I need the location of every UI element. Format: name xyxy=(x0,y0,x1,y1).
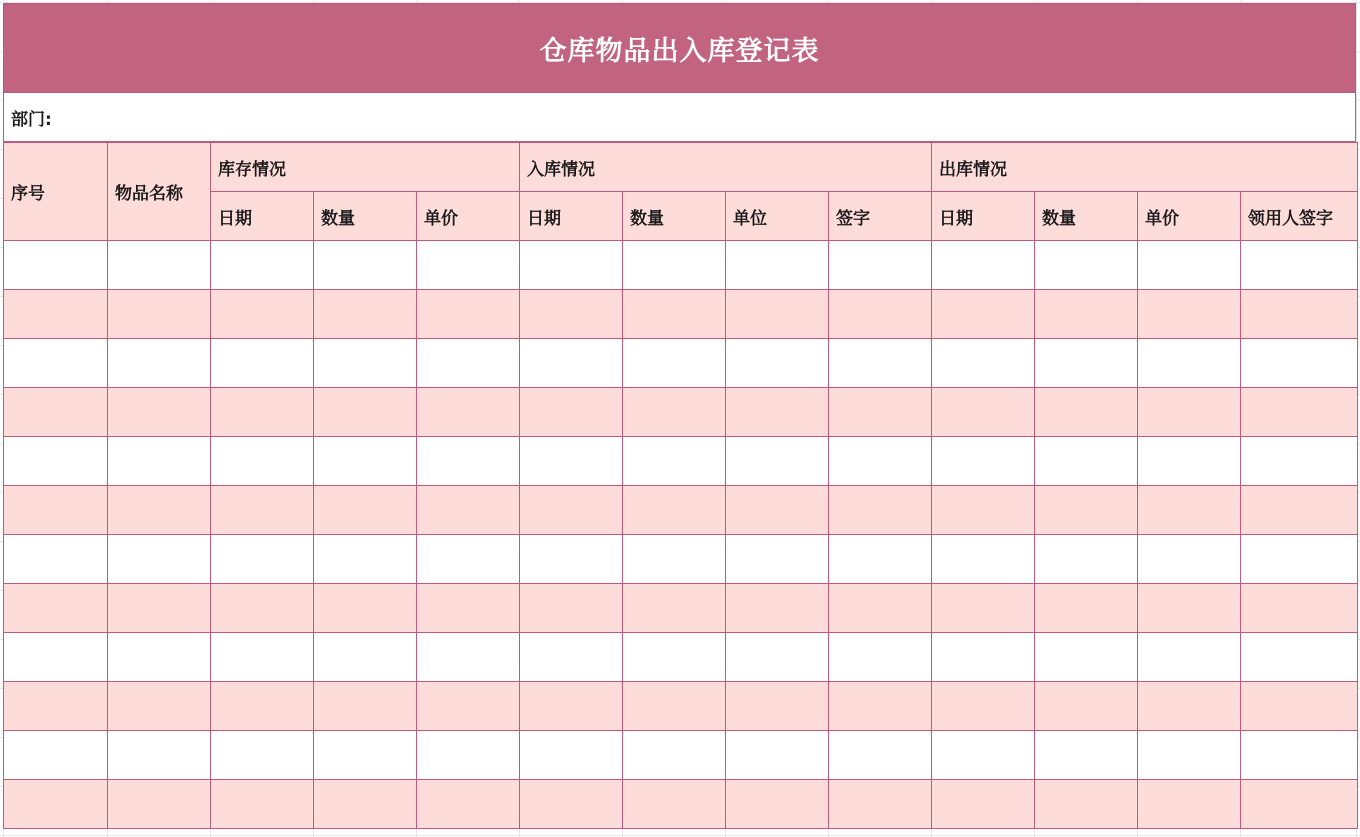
table-cell[interactable] xyxy=(417,731,520,780)
table-cell[interactable] xyxy=(623,388,726,437)
table-cell[interactable] xyxy=(1241,388,1358,437)
department-label: 部门: xyxy=(11,109,52,130)
table-cell[interactable] xyxy=(211,241,314,290)
table-cell[interactable] xyxy=(1035,290,1138,339)
table-cell[interactable] xyxy=(1035,633,1138,682)
table-cell[interactable] xyxy=(4,241,108,290)
table-cell[interactable] xyxy=(520,339,623,388)
gridline-horizontal xyxy=(0,835,1360,836)
table-cell[interactable] xyxy=(1035,339,1138,388)
table-cell[interactable] xyxy=(108,486,211,535)
table-cell[interactable] xyxy=(829,682,932,731)
table-cell[interactable] xyxy=(108,633,211,682)
table-cell[interactable] xyxy=(211,486,314,535)
table-cell[interactable] xyxy=(932,780,1035,829)
table-cell[interactable] xyxy=(211,731,314,780)
table-row xyxy=(4,290,1358,339)
table-row xyxy=(4,731,1358,780)
table-cell[interactable] xyxy=(726,731,829,780)
table-cell[interactable] xyxy=(211,780,314,829)
table-cell[interactable] xyxy=(1241,731,1358,780)
table-cell[interactable] xyxy=(4,633,108,682)
table-cell[interactable] xyxy=(417,388,520,437)
header-inbound-quantity[interactable]: 数量 xyxy=(623,192,726,241)
table-cell[interactable] xyxy=(520,290,623,339)
table-cell[interactable] xyxy=(726,339,829,388)
table-cell[interactable] xyxy=(417,290,520,339)
table-cell[interactable] xyxy=(520,633,623,682)
table-row xyxy=(4,486,1358,535)
table-cell[interactable] xyxy=(314,437,417,486)
table-cell[interactable] xyxy=(932,584,1035,633)
header-stock-group[interactable]: 库存情况 xyxy=(211,143,520,192)
table-cell[interactable] xyxy=(1138,241,1241,290)
table-cell[interactable] xyxy=(520,535,623,584)
department-row[interactable] xyxy=(3,93,1356,142)
table-cell[interactable] xyxy=(829,731,932,780)
table-cell[interactable] xyxy=(314,241,417,290)
table-cell[interactable] xyxy=(932,633,1035,682)
table-cell[interactable] xyxy=(1241,535,1358,584)
table-cell[interactable] xyxy=(4,731,108,780)
table-cell[interactable] xyxy=(829,780,932,829)
table-cell[interactable] xyxy=(623,241,726,290)
table-cell[interactable] xyxy=(1138,290,1241,339)
table-cell[interactable] xyxy=(829,633,932,682)
table-cell[interactable] xyxy=(1138,682,1241,731)
table-cell[interactable] xyxy=(1241,339,1358,388)
table-cell[interactable] xyxy=(1241,290,1358,339)
table-cell[interactable] xyxy=(1035,780,1138,829)
table-cell[interactable] xyxy=(314,290,417,339)
header-outbound-recipient-signature[interactable]: 领用人签字 xyxy=(1241,192,1358,241)
table-cell[interactable] xyxy=(314,486,417,535)
table-cell[interactable] xyxy=(1035,682,1138,731)
table-cell[interactable] xyxy=(314,633,417,682)
table-cell[interactable] xyxy=(1241,241,1358,290)
table-cell[interactable] xyxy=(314,682,417,731)
table-cell[interactable] xyxy=(1138,633,1241,682)
table-cell[interactable] xyxy=(520,780,623,829)
table-cell[interactable] xyxy=(417,486,520,535)
table-cell[interactable] xyxy=(726,780,829,829)
table-cell[interactable] xyxy=(932,388,1035,437)
header-stock-date[interactable]: 日期 xyxy=(211,192,314,241)
table-cell[interactable] xyxy=(829,535,932,584)
table-cell[interactable] xyxy=(211,584,314,633)
header-inbound-date[interactable]: 日期 xyxy=(520,192,623,241)
ledger-table xyxy=(3,142,1358,829)
table-cell[interactable] xyxy=(932,535,1035,584)
table-cell[interactable] xyxy=(314,339,417,388)
table-cell[interactable] xyxy=(726,437,829,486)
header-stock-quantity[interactable]: 数量 xyxy=(314,192,417,241)
table-cell[interactable] xyxy=(108,437,211,486)
table-cell[interactable] xyxy=(108,584,211,633)
table-cell[interactable] xyxy=(932,682,1035,731)
table-cell[interactable] xyxy=(623,290,726,339)
table-row xyxy=(4,339,1358,388)
table-cell[interactable] xyxy=(520,682,623,731)
table-cell[interactable] xyxy=(1241,584,1358,633)
table-cell[interactable] xyxy=(417,633,520,682)
table-cell[interactable] xyxy=(829,584,932,633)
table-cell[interactable] xyxy=(1035,241,1138,290)
table-cell[interactable] xyxy=(417,584,520,633)
table-cell[interactable] xyxy=(829,241,932,290)
table-cell[interactable] xyxy=(520,388,623,437)
table-cell[interactable] xyxy=(4,290,108,339)
table-cell[interactable] xyxy=(932,731,1035,780)
table-cell[interactable] xyxy=(1035,388,1138,437)
table-cell[interactable] xyxy=(623,780,726,829)
table-cell[interactable] xyxy=(314,535,417,584)
table-cell[interactable] xyxy=(1241,437,1358,486)
table-cell[interactable] xyxy=(1138,535,1241,584)
table-cell[interactable] xyxy=(623,633,726,682)
header-inbound-signature[interactable]: 签字 xyxy=(829,192,932,241)
table-cell[interactable] xyxy=(829,437,932,486)
table-cell[interactable] xyxy=(1035,731,1138,780)
table-cell[interactable] xyxy=(520,731,623,780)
table-cell[interactable] xyxy=(417,437,520,486)
table-cell[interactable] xyxy=(932,486,1035,535)
table-cell[interactable] xyxy=(726,290,829,339)
table-cell[interactable] xyxy=(4,584,108,633)
table-cell[interactable] xyxy=(726,535,829,584)
table-row xyxy=(4,633,1358,682)
table-cell[interactable] xyxy=(623,339,726,388)
header-outbound-unit-price[interactable]: 单价 xyxy=(1138,192,1241,241)
table-cell[interactable] xyxy=(1035,535,1138,584)
table-cell[interactable] xyxy=(4,682,108,731)
table-cell[interactable] xyxy=(1241,780,1358,829)
table-cell[interactable] xyxy=(623,535,726,584)
table-cell[interactable] xyxy=(1138,388,1241,437)
table-cell[interactable] xyxy=(211,339,314,388)
table-cell[interactable] xyxy=(211,290,314,339)
table-cell[interactable] xyxy=(726,633,829,682)
table-cell[interactable] xyxy=(108,731,211,780)
table-cell[interactable] xyxy=(4,486,108,535)
table-cell[interactable] xyxy=(1035,437,1138,486)
table-cell[interactable] xyxy=(314,731,417,780)
table-cell[interactable] xyxy=(1138,731,1241,780)
table-cell[interactable] xyxy=(520,486,623,535)
table-cell[interactable] xyxy=(417,535,520,584)
table-cell[interactable] xyxy=(1035,584,1138,633)
table-cell[interactable] xyxy=(108,535,211,584)
table-cell[interactable] xyxy=(1241,486,1358,535)
table-cell[interactable] xyxy=(726,682,829,731)
table-row xyxy=(4,535,1358,584)
table-cell[interactable] xyxy=(1035,486,1138,535)
table-cell[interactable] xyxy=(108,290,211,339)
header-seq[interactable]: 序号 xyxy=(4,143,108,241)
table-cell[interactable] xyxy=(211,437,314,486)
header-item-name[interactable]: 物品名称 xyxy=(108,143,211,241)
table-cell[interactable] xyxy=(726,584,829,633)
table-cell[interactable] xyxy=(829,290,932,339)
table-cell[interactable] xyxy=(211,535,314,584)
table-cell[interactable] xyxy=(211,682,314,731)
table-cell[interactable] xyxy=(932,437,1035,486)
header-inbound-group[interactable]: 入库情况 xyxy=(520,143,932,192)
table-cell[interactable] xyxy=(211,633,314,682)
table-cell[interactable] xyxy=(623,486,726,535)
sheet-title[interactable]: 仓库物品出入库登记表 xyxy=(3,3,1356,93)
header-outbound-date[interactable]: 日期 xyxy=(932,192,1035,241)
table-cell[interactable] xyxy=(4,535,108,584)
header-stock-unit-price[interactable]: 单价 xyxy=(417,192,520,241)
table-row xyxy=(4,241,1358,290)
header-inbound-unit[interactable]: 单位 xyxy=(726,192,829,241)
table-cell[interactable] xyxy=(1241,633,1358,682)
table-cell[interactable] xyxy=(108,388,211,437)
table-cell[interactable] xyxy=(108,241,211,290)
table-cell[interactable] xyxy=(623,731,726,780)
table-cell[interactable] xyxy=(4,780,108,829)
table-cell[interactable] xyxy=(314,388,417,437)
table-cell[interactable] xyxy=(932,241,1035,290)
table-row xyxy=(4,584,1358,633)
table-cell[interactable] xyxy=(417,241,520,290)
table-cell[interactable] xyxy=(417,780,520,829)
table-cell[interactable] xyxy=(1241,682,1358,731)
header-outbound-group[interactable]: 出库情况 xyxy=(932,143,1358,192)
table-row xyxy=(4,437,1358,486)
table-cell[interactable] xyxy=(108,339,211,388)
table-cell[interactable] xyxy=(1138,584,1241,633)
table-cell[interactable] xyxy=(1138,437,1241,486)
table-cell[interactable] xyxy=(1138,339,1241,388)
table-cell[interactable] xyxy=(726,241,829,290)
table-cell[interactable] xyxy=(314,584,417,633)
table-cell[interactable] xyxy=(520,437,623,486)
table-cell[interactable] xyxy=(314,780,417,829)
table-cell[interactable] xyxy=(4,339,108,388)
table-cell[interactable] xyxy=(829,486,932,535)
table-cell[interactable] xyxy=(417,682,520,731)
header-outbound-quantity[interactable]: 数量 xyxy=(1035,192,1138,241)
table-cell[interactable] xyxy=(623,682,726,731)
table-row xyxy=(4,780,1358,829)
table-cell[interactable] xyxy=(211,388,314,437)
table-cell[interactable] xyxy=(1138,780,1241,829)
table-cell[interactable] xyxy=(932,290,1035,339)
table-cell[interactable] xyxy=(520,241,623,290)
table-cell[interactable] xyxy=(829,388,932,437)
table-cell[interactable] xyxy=(623,584,726,633)
table-cell[interactable] xyxy=(932,339,1035,388)
table-row xyxy=(4,388,1358,437)
table-cell[interactable] xyxy=(623,437,726,486)
table-cell[interactable] xyxy=(108,682,211,731)
table-cell[interactable] xyxy=(108,780,211,829)
table-cell[interactable] xyxy=(520,584,623,633)
table-cell[interactable] xyxy=(4,437,108,486)
table-cell[interactable] xyxy=(829,339,932,388)
header-row-group xyxy=(4,143,1358,192)
table-row xyxy=(4,682,1358,731)
table-cell[interactable] xyxy=(1138,486,1241,535)
table-cell[interactable] xyxy=(726,486,829,535)
table-cell[interactable] xyxy=(417,339,520,388)
table-cell[interactable] xyxy=(726,388,829,437)
table-cell[interactable] xyxy=(4,388,108,437)
